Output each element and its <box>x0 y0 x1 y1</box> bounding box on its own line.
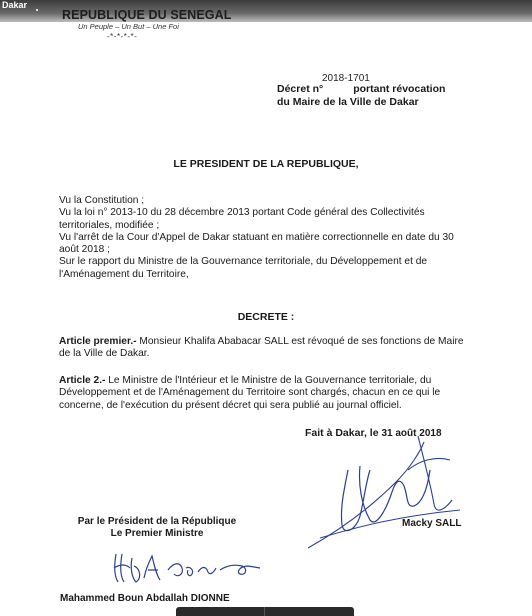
decree-title-line2: du Maire de la Ville de Dakar <box>277 96 419 108</box>
decree-title-suffix: portant révocation <box>353 83 446 95</box>
signing-place: Fait à Dakar, le <box>305 427 379 439</box>
article-1-label: Article premier.- <box>59 336 137 347</box>
president-heading: LE PRESIDENT DE LA REPUBLIQUE, <box>173 158 359 170</box>
signing-date: 31 août 2018 <box>381 428 442 439</box>
considerations-block <box>59 195 469 281</box>
consideration-line: Vu la loi n° 2013-10 du 28 décembre 2013 portant Code général des Collectivités territoriales, modifiée ; <box>59 207 425 231</box>
republic-header: REPUBLIQUE DU SENEGAL <box>62 8 232 22</box>
decree-title-prefix: Décret n° <box>277 83 324 95</box>
toolbar-divider <box>264 607 265 616</box>
tab-label[interactable]: Dakar <box>2 0 28 10</box>
on-behalf-line2: Le Premier Ministre <box>110 528 204 539</box>
article-2 <box>59 375 469 412</box>
article-1 <box>59 336 469 361</box>
national-motto: Un Peuple – Un But – Une Foi <box>78 22 179 31</box>
header-stars: -*-*-*-*- <box>107 32 138 41</box>
prime-minister-name: Mahammed Boun Abdallah DIONNE <box>60 593 230 604</box>
decree-title-line1 <box>277 83 445 95</box>
viewer-bottom-toolbar[interactable] <box>176 607 354 616</box>
prime-minister-signature <box>110 548 270 588</box>
decrete-heading: DECRETE : <box>237 311 295 323</box>
consideration-line: Vu l'arrêt de la Cour d'Appel de Dakar statuant en matière correctionnelle en date du 30 août 2018 ; <box>59 231 454 256</box>
article-2-text: Le Ministre de l'Intérieur et le Ministre de la Gouvernance territoriale, du Développement et de l'Aménagement du Territoire sont chargés, chacun en ce qui le concerne, de l'exécution du présent décret qui sera publié au journal officiel. <box>59 375 441 411</box>
president-name: Macky SALL <box>402 518 462 529</box>
article-1-text: Monsieur Khalifa Ababacar SALL est révoqué de ses fonctions de Maire de la Ville de Dakar. <box>59 336 464 360</box>
separator-dot <box>36 9 38 11</box>
on-behalf-line1: Par le Président de la République <box>77 516 237 527</box>
signature-authority <box>62 516 252 540</box>
consideration-line: Sur le rapport du Ministre de la Gouvernance territoriale, du Développement et de l'Aménagement du Territoire, <box>59 256 428 280</box>
president-signature <box>300 430 470 555</box>
consideration-line: Vu la Constitution ; <box>59 195 145 206</box>
article-2-label: Article 2.- <box>59 375 106 386</box>
decree-number: 2018-1701 <box>322 73 370 84</box>
